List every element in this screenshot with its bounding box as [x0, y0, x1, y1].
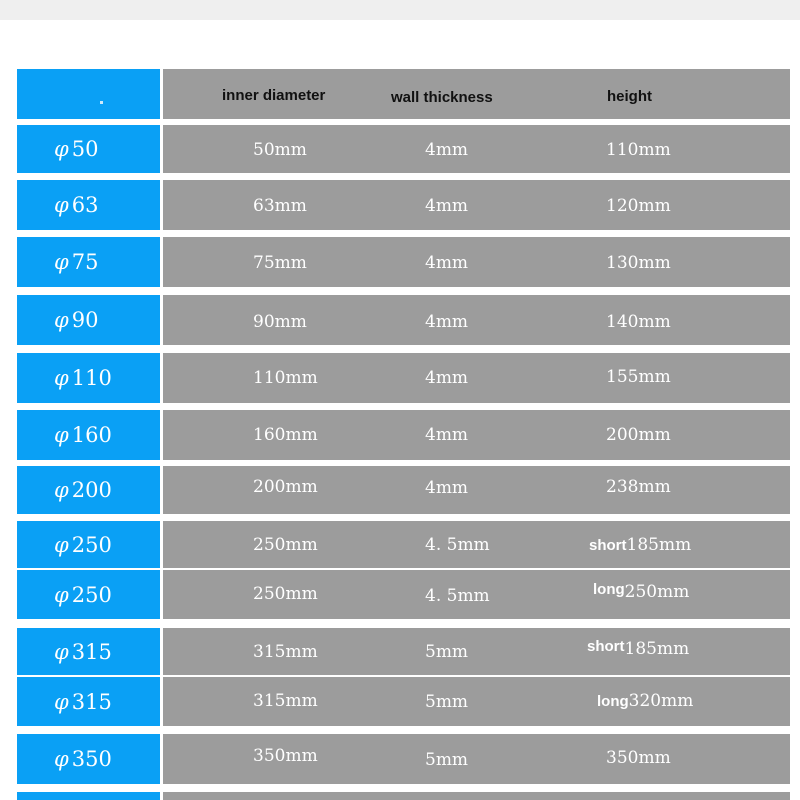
phi-symbol: φ [54, 308, 69, 332]
phi-symbol: φ [54, 689, 69, 714]
phi-symbol: φ [54, 366, 69, 390]
height-amount: 185mm [626, 535, 692, 555]
table-row-partial [163, 792, 790, 800]
header-data-cell [163, 69, 790, 119]
height-amount: 250mm [624, 582, 690, 602]
pipe-size: 90 [71, 308, 99, 332]
pipe-size: 250 [71, 582, 112, 607]
pipe-size: 160 [71, 423, 112, 447]
table-row [163, 237, 790, 287]
table-row [163, 628, 790, 675]
phi-symbol: φ [54, 250, 69, 274]
height-value [587, 639, 689, 659]
table-row [163, 410, 790, 460]
pipe-size: 110 [71, 366, 112, 390]
row-label [17, 628, 160, 675]
wall-thickness-value: 4. 5mm [425, 535, 490, 555]
row-label [17, 353, 160, 403]
height-value [606, 196, 671, 216]
row-label [17, 677, 160, 726]
phi-symbol: φ [54, 582, 69, 607]
pipe-size: 75 [71, 250, 99, 274]
wall-thickness-value: 4mm [425, 478, 469, 498]
phi-symbol: φ [54, 478, 69, 502]
inner-diameter-value: 50mm [253, 140, 307, 160]
inner-diameter-value: 350mm [253, 746, 318, 766]
height-amount: 200mm [606, 425, 671, 445]
pipe-size: 250 [71, 532, 112, 557]
wall-thickness-value: 5mm [425, 692, 469, 712]
pipe-size: 63 [71, 193, 99, 217]
table-row [163, 353, 790, 403]
inner-diameter-value: 90mm [253, 312, 307, 332]
table-row [163, 125, 790, 173]
phi-symbol: φ [54, 747, 69, 771]
header-label-cell [17, 69, 160, 119]
height-amount: 320mm [628, 691, 694, 711]
pipe-size: 315 [71, 639, 112, 664]
height-value [606, 140, 671, 160]
wall-thickness-value: 4mm [425, 140, 469, 160]
top-bar [0, 0, 800, 20]
height-note: short [587, 638, 625, 655]
row-label [17, 237, 160, 287]
table-row [163, 180, 790, 230]
height-amount: 130mm [606, 253, 671, 273]
table-row [163, 521, 790, 568]
height-note: long [597, 693, 629, 710]
row-label [17, 466, 160, 514]
row-label [17, 180, 160, 230]
height-value [606, 253, 671, 273]
wall-thickness-value: 4. 5mm [425, 586, 490, 606]
height-note: short [589, 537, 627, 554]
wall-thickness-value: 4mm [425, 368, 469, 388]
height-value [593, 582, 689, 602]
row-label [17, 410, 160, 460]
inner-diameter-value: 200mm [253, 477, 318, 497]
header-marker [100, 101, 103, 104]
phi-symbol: φ [54, 423, 69, 447]
phi-symbol: φ [54, 137, 69, 161]
inner-diameter-value: 75mm [253, 253, 307, 273]
wall-thickness-value: 5mm [425, 750, 469, 770]
wall-thickness-value: 4mm [425, 425, 469, 445]
wall-thickness-value: 4mm [425, 253, 469, 273]
header-wall-thickness: wall thickness [391, 89, 493, 106]
row-label-partial [17, 792, 160, 800]
table-row [163, 295, 790, 345]
height-amount: 120mm [606, 196, 671, 216]
height-amount: 110mm [606, 140, 671, 160]
height-value [597, 691, 693, 711]
inner-diameter-value: 250mm [253, 535, 318, 555]
pipe-size: 200 [71, 478, 112, 502]
height-amount: 140mm [606, 312, 671, 332]
table-row [163, 466, 790, 514]
height-amount: 350mm [606, 748, 671, 768]
pipe-size: 50 [71, 137, 99, 161]
inner-diameter-value: 315mm [253, 691, 318, 711]
height-value [606, 477, 671, 497]
phi-symbol: φ [54, 532, 69, 557]
row-label [17, 570, 160, 619]
height-amount: 155mm [606, 367, 671, 387]
row-label [17, 521, 160, 568]
pipe-size: 350 [71, 747, 112, 771]
height-value [606, 748, 671, 768]
wall-thickness-value: 4mm [425, 196, 469, 216]
height-value [589, 535, 691, 555]
inner-diameter-value: 110mm [253, 368, 318, 388]
height-amount: 238mm [606, 477, 671, 497]
table-row [163, 570, 790, 619]
phi-symbol: φ [54, 193, 69, 217]
pipe-size: 315 [71, 689, 112, 714]
height-value [606, 367, 671, 387]
table-row [163, 677, 790, 726]
height-amount: 185mm [624, 639, 690, 659]
phi-symbol: φ [54, 639, 69, 664]
header-height: height [607, 88, 652, 105]
wall-thickness-value: 5mm [425, 642, 469, 662]
wall-thickness-value: 4mm [425, 312, 469, 332]
height-value [606, 312, 671, 332]
height-value [606, 425, 671, 445]
height-note: long [593, 581, 625, 598]
table-row [163, 734, 790, 784]
row-label [17, 125, 160, 173]
inner-diameter-value: 160mm [253, 425, 318, 445]
inner-diameter-value: 250mm [253, 584, 318, 604]
inner-diameter-value: 315mm [253, 642, 318, 662]
inner-diameter-value: 63mm [253, 196, 307, 216]
row-label [17, 295, 160, 345]
header-inner-diameter: inner diameter [222, 87, 326, 104]
row-label [17, 734, 160, 784]
